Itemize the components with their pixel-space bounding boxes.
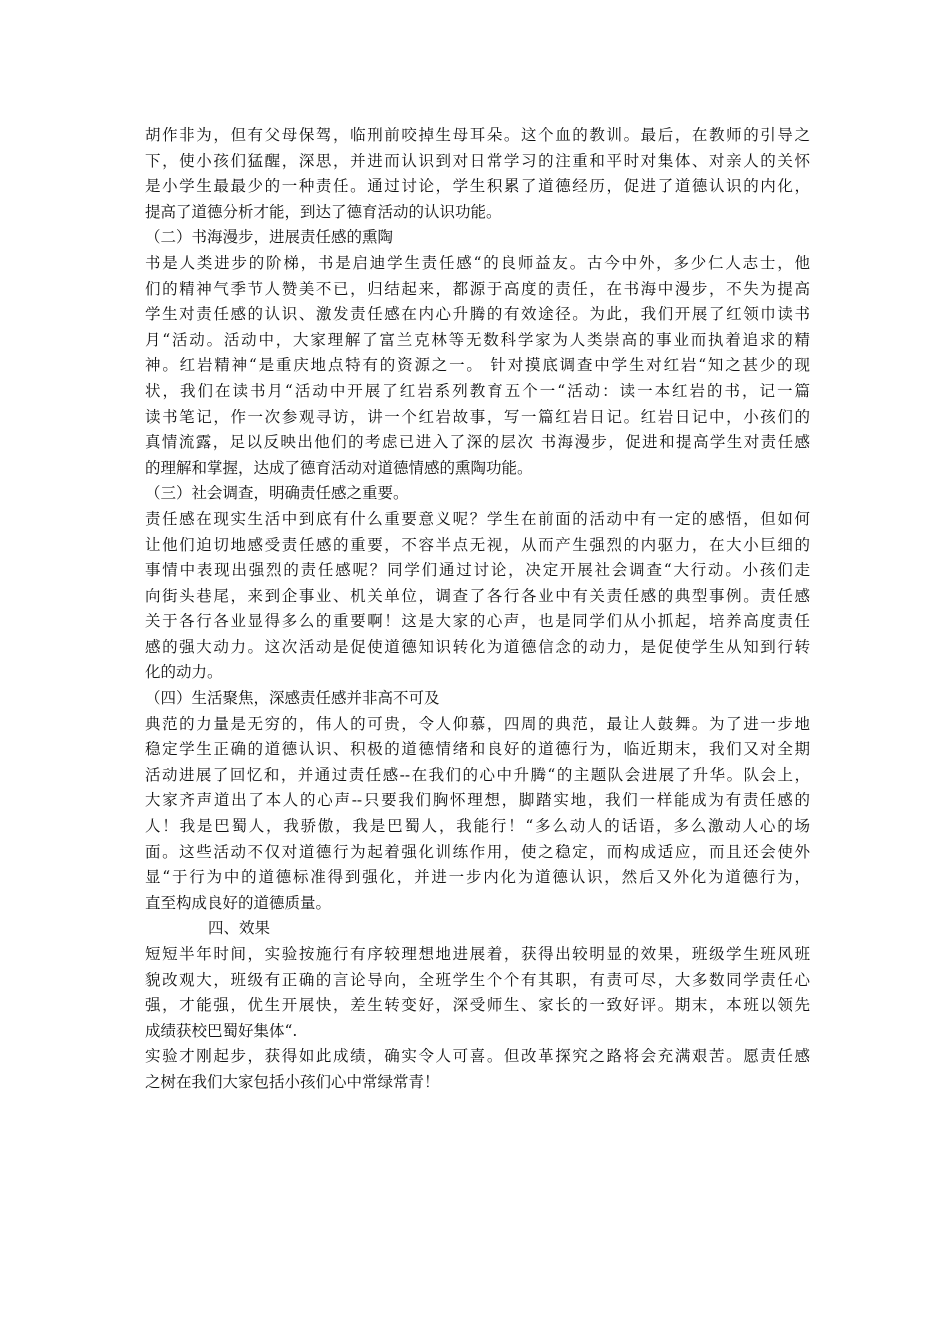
text-line: 貌改观大，班级有正确的言论导向，全班学生个个有其职，有责可尽，大多数同学责任心: [145, 970, 810, 989]
text-line: 面。这些活动不仅对道德行为起着强化训练作用，使之稳定，而构成适应，而且还会使外: [145, 842, 810, 861]
text-line: 的理解和掌握，达成了德育活动对道德情感的熏陶功能。: [145, 458, 533, 477]
text-line: 显“于行为中的道德标准得到强化，并进一步内化为道德认识，然后又外化为道德行为，: [145, 868, 810, 887]
text-line: 状，我们在读书月“活动中开展了红岩系列教育五个一“活动：读一本红岩的书，记一篇: [145, 381, 810, 400]
text-line: 胡作非为，但有父母保驾，临刑前咬掉生母耳朵。这个血的教训。最后，在教师的引导之: [145, 126, 810, 144]
text-line: 实验才刚起步，获得如此成绩，确实令人可喜。但改革探究之路将会充满艰苦。愿责任感: [145, 1047, 810, 1066]
text-line: 活动进展了回忆和，并通过责任感--在我们的心中升腾“的主题队会进展了升华。队会上，: [145, 765, 810, 784]
text-line: （二）书海漫步，进展责任感的熏陶: [145, 228, 394, 247]
text-line: 让他们迫切地感受责任感的重要，不容半点无视，从而产生强烈的内驱力，在大小巨细的: [145, 535, 810, 554]
text-line: 读书笔记，作一次参观寻访，讲一个红岩故事，写一篇红岩日记。红岩日记中，小孩们的: [145, 407, 810, 426]
text-line: 典范的力量是无穷的，伟人的可贵，令人仰慕，四周的典范，最让人鼓舞。为了进一步地: [145, 714, 810, 733]
text-line: （三）社会调查，明确责任感之重要。: [145, 484, 409, 503]
document-body: [145, 123, 810, 1096]
text-line: 学生对责任感的认识、激发责任感在内心升腾的有效途径。为此，我们开展了红领巾读书: [145, 305, 810, 324]
text-line: 化的动力。: [145, 663, 223, 682]
text-line: 感的强大动力。这次活动是促使道德知识转化为道德信念的动力，是促使学生从知到行转: [145, 637, 810, 656]
text-line: 月“活动。活动中，大家理解了富兰克林等无数科学家为人类崇高的事业而执着追求的精: [145, 330, 810, 349]
text-line: 书是人类进步的阶梯，书是启迪学生责任感“的良师益友。古今中外，多少仁人志士，他: [145, 253, 810, 272]
section-heading: 四、效果: [208, 919, 271, 938]
text-line: 稳定学生正确的道德认识、积极的道德情绪和良好的道德行为，临近期末，我们又对全期: [145, 740, 810, 759]
text-line: 责任感在现实生活中到底有什么重要意义呢？学生在前面的活动中有一定的感悟，但如何: [145, 509, 810, 528]
text-line: 提高了道德分析才能，到达了德育活动的认识功能。: [145, 202, 502, 221]
text-line: 大家齐声道出了本人的心声--只要我们胸怀理想，脚踏实地，我们一样能成为有责任感的: [145, 791, 810, 810]
text-line: 是小学生最最少的一种责任。通过讨论，学生积累了道德经历，促进了道德认识的内化，: [145, 177, 810, 196]
text-line: 向街头巷尾，来到企事业、机关单位，调查了各行各业中有关责任感的典型事例。责任感: [145, 586, 810, 605]
text-line: 短短半年时间，实验按施行有序较理想地进展着，获得出较明显的效果，班级学生班风班: [145, 945, 810, 963]
text-line: 直至构成良好的道德质量。: [145, 893, 332, 912]
text-line: 强，才能强，优生开展快，差生转变好，深受师生、家长的一致好评。期末，本班以领先: [145, 996, 810, 1015]
text-line: 真情流露，足以反映出他们的考虑已进入了深的层次 书海漫步，促进和提高学生对责任感: [145, 433, 810, 452]
text-line: （四）生活聚焦，深感责任感并非高不可及: [145, 689, 440, 708]
text-line: 成绩获校巴蜀好集体“.: [145, 1021, 298, 1040]
text-line: 下，使小孩们猛醒，深思，并进而认识到对日常学习的注重和平时对集体、对亲人的关怀: [145, 151, 810, 170]
text-line: 们的精神气季节人赞美不已，归结起来，都源于高度的责任，在书海中漫步，不失为提高: [145, 279, 810, 298]
text-line: 关于各行各业显得多么的重要啊！这是大家的心声，也是同学们从小抓起，培养高度责任: [145, 612, 810, 631]
text-line: 之树在我们大家包括小孩们心中常绿常青！: [145, 1072, 440, 1091]
text-line: 事情中表现出强烈的责任感呢？同学们通过讨论，决定开展社会调查“大行动。小孩们走: [145, 561, 810, 580]
text-line: 神。红岩精神“是重庆地点特有的资源之一。 针对摸底调查中学生对红岩“知之甚少的现: [145, 356, 810, 375]
text-line: 人！我是巴蜀人，我骄傲，我是巴蜀人，我能行！“多么动人的话语，多么激动人心的场: [145, 817, 810, 836]
